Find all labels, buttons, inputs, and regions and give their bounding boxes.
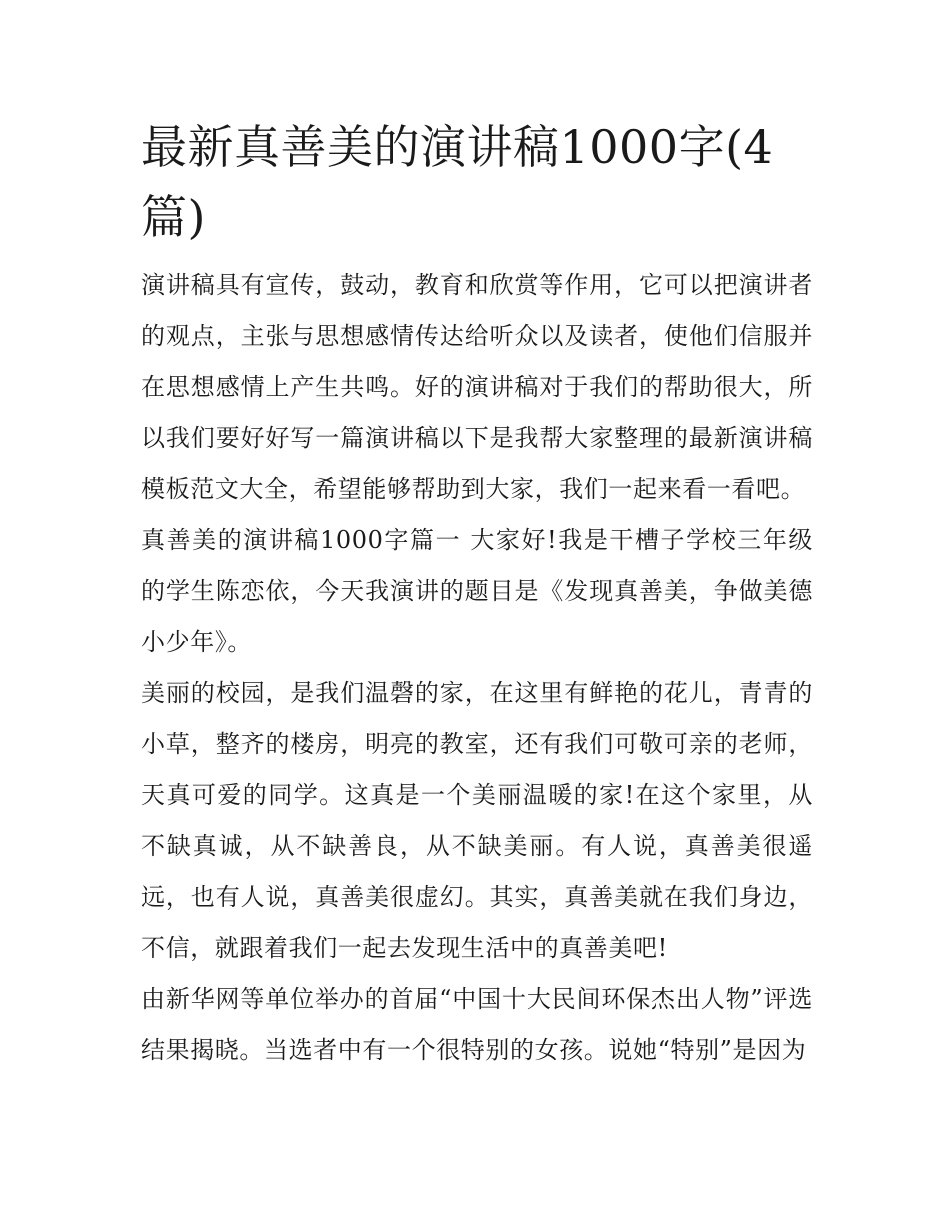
paragraph-speech-opening: 真善美的演讲稿1000字篇一 大家好!我是干槽子学校三年级的学生陈恋依，今天我演讲的题目是《发现真善美，争做美德小少年》。	[141, 526, 813, 656]
paragraph-campus: 美丽的校园，是我们温磬的家，在这里有鲜艳的花儿，青青的小草，整齐的楼房，明亮的教室，还有我们可敬可亲的老师，天真可爱的同学。这真是一个美丽温暖的家!在这个家里，从不缺真诚，从不缺善良，从不缺美丽。有人说，真善美很遥远，也有人说，真善美很虚幻。其实，真善美就在我们身边，不信，就跟着我们一起去发现生活中的真善美吧!	[141, 679, 813, 962]
document-title: 最新真善美的演讲稿1000字(4篇)	[141, 120, 774, 244]
paragraph-intro: 演讲稿具有宣传，鼓动，教育和欣赏等作用，它可以把演讲者的观点，主张与思想感情传达给听众以及读者，使他们信服并在思想感情上产生共鸣。好的演讲稿对于我们的帮助很大，所以我们要好好写一篇演讲稿以下是我帮大家整理的最新演讲稿模板范文大全，希望能够帮助到大家，我们一起来看一看吧。	[141, 271, 813, 503]
paragraph-environment-story: 由新华网等单位举办的首届“中国十大民间环保杰出人物”评选结果揭晓。当选者中有一个很特别的女孩。说她“特别”是因为	[141, 985, 813, 1064]
document-content	[141, 112, 813, 1076]
